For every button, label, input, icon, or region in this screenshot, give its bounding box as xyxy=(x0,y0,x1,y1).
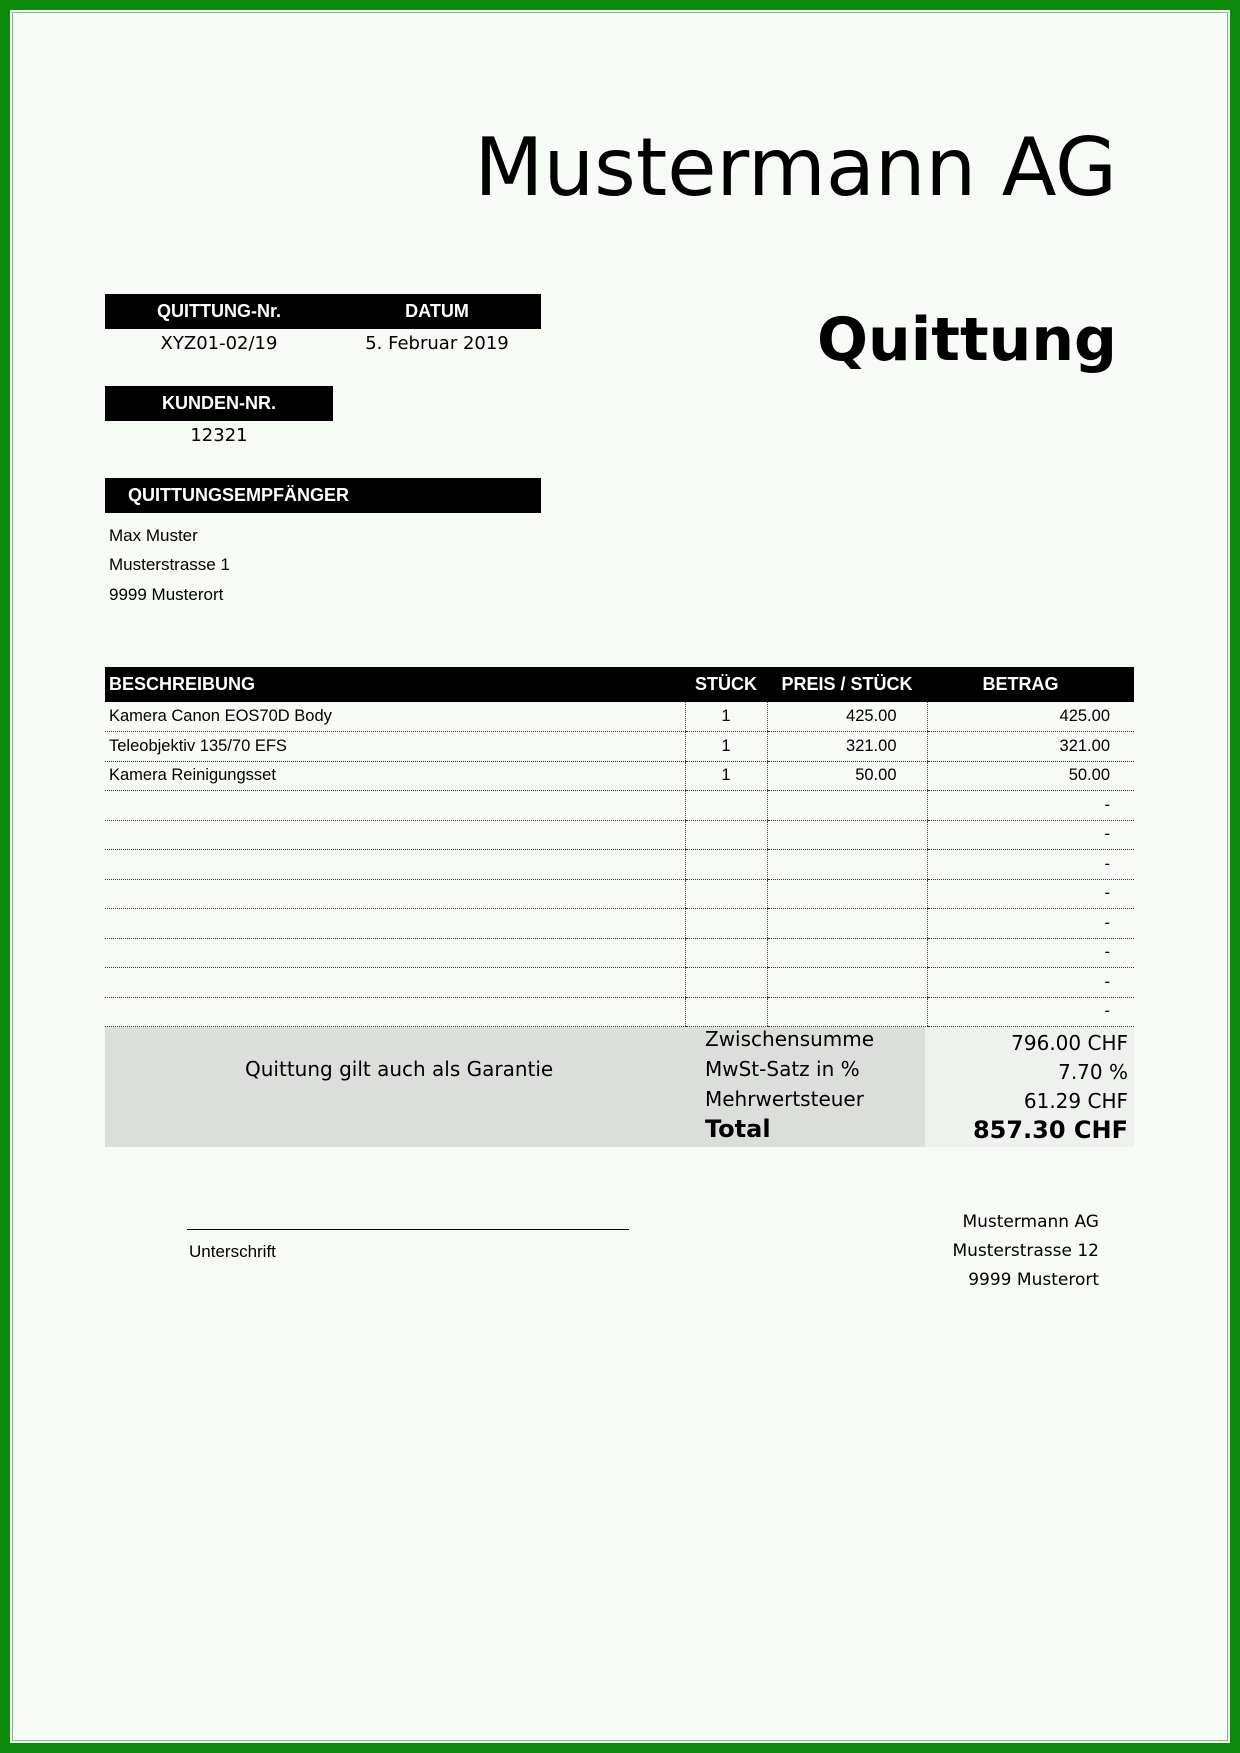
col-unit-price-header: PREIS / STÜCK xyxy=(767,667,927,702)
document-title: Quittung xyxy=(816,305,1117,375)
col-description-header: BESCHREIBUNG xyxy=(105,667,685,702)
item-description xyxy=(105,909,685,939)
total-value: 857.30 CHF xyxy=(972,1116,1128,1144)
item-amount: 50.00 xyxy=(927,761,1134,791)
sender-name: Mustermann AG xyxy=(962,1212,1099,1232)
table-row xyxy=(105,879,1134,909)
vat-value: 61.29 CHF xyxy=(1023,1089,1128,1113)
recipient-street: Musterstrasse 1 xyxy=(109,555,230,574)
item-description xyxy=(105,791,685,821)
company-name: Mustermann AG xyxy=(474,121,1117,214)
date-value: 5. Februar 2019 xyxy=(365,333,509,354)
item-amount: - xyxy=(927,850,1134,880)
item-quantity xyxy=(685,968,767,998)
item-unit-price xyxy=(767,938,927,968)
item-amount: 425.00 xyxy=(927,702,1134,732)
sender-city: 9999 Musterort xyxy=(968,1270,1099,1290)
item-description xyxy=(105,879,685,909)
summary-block xyxy=(105,1027,1134,1147)
item-quantity: 1 xyxy=(685,761,767,791)
table-row xyxy=(105,850,1134,880)
sender-street: Musterstrasse 12 xyxy=(952,1241,1099,1261)
item-quantity xyxy=(685,850,767,880)
item-unit-price xyxy=(767,820,927,850)
customer-no-label: KUNDEN-NR. xyxy=(105,386,333,421)
date-label: DATUM xyxy=(405,301,469,321)
col-amount-header: BETRAG xyxy=(927,667,1134,702)
table-row xyxy=(105,820,1134,850)
item-unit-price xyxy=(767,850,927,880)
item-unit-price: 50.00 xyxy=(767,761,927,791)
item-amount: - xyxy=(927,879,1134,909)
item-amount: 321.00 xyxy=(927,732,1134,762)
items-table xyxy=(105,667,1134,1027)
item-unit-price xyxy=(767,909,927,939)
item-description xyxy=(105,850,685,880)
item-amount: - xyxy=(927,909,1134,939)
item-amount: - xyxy=(927,968,1134,998)
item-description: Teleobjektiv 135/70 EFS xyxy=(105,732,685,762)
signature-label: Unterschrift xyxy=(189,1242,276,1261)
item-unit-price xyxy=(767,997,927,1027)
items-table-body xyxy=(105,702,1134,1027)
table-row xyxy=(105,968,1134,998)
item-quantity xyxy=(685,879,767,909)
subtotal-value: 796.00 CHF xyxy=(1011,1031,1128,1055)
table-row xyxy=(105,938,1134,968)
item-unit-price xyxy=(767,791,927,821)
item-unit-price xyxy=(767,879,927,909)
item-quantity xyxy=(685,791,767,821)
table-row xyxy=(105,702,1134,732)
col-quantity-header: STÜCK xyxy=(685,667,767,702)
item-quantity: 1 xyxy=(685,702,767,732)
table-row xyxy=(105,732,1134,762)
item-unit-price: 425.00 xyxy=(767,702,927,732)
signature-line xyxy=(187,1229,629,1230)
item-quantity: 1 xyxy=(685,732,767,762)
vat-rate-value: 7.70 % xyxy=(1058,1060,1128,1084)
recipient-label: QUITTUNGSEMPFÄNGER xyxy=(105,478,541,513)
item-amount: - xyxy=(927,997,1134,1027)
item-unit-price: 321.00 xyxy=(767,732,927,762)
items-table-header xyxy=(105,667,1134,702)
item-amount: - xyxy=(927,791,1134,821)
recipient-name: Max Muster xyxy=(109,526,198,545)
total-label: Total xyxy=(705,1115,771,1143)
item-amount: - xyxy=(927,820,1134,850)
receipt-no-value: XYZ01-02/19 xyxy=(160,333,278,354)
item-quantity xyxy=(685,997,767,1027)
item-quantity xyxy=(685,938,767,968)
table-row xyxy=(105,909,1134,939)
item-quantity xyxy=(685,909,767,939)
subtotal-label: Zwischensumme xyxy=(705,1027,875,1051)
receipt-no-label: QUITTUNG-Nr. xyxy=(157,301,281,321)
guarantee-note: Quittung gilt auch als Garantie xyxy=(245,1057,554,1081)
vat-label: Mehrwertsteuer xyxy=(705,1087,864,1111)
receipt-date-header-bar xyxy=(105,294,541,329)
table-row xyxy=(105,761,1134,791)
item-unit-price xyxy=(767,968,927,998)
item-quantity xyxy=(685,820,767,850)
item-description xyxy=(105,997,685,1027)
vat-rate-label: MwSt-Satz in % xyxy=(705,1057,860,1081)
customer-no-value: 12321 xyxy=(190,425,248,446)
item-amount: - xyxy=(927,938,1134,968)
recipient-city: 9999 Musterort xyxy=(109,585,224,604)
item-description xyxy=(105,938,685,968)
table-row xyxy=(105,997,1134,1027)
item-description: Kamera Reinigungsset xyxy=(105,761,685,791)
item-description: Kamera Canon EOS70D Body xyxy=(105,702,685,732)
item-description xyxy=(105,968,685,998)
table-row xyxy=(105,791,1134,821)
item-description xyxy=(105,820,685,850)
